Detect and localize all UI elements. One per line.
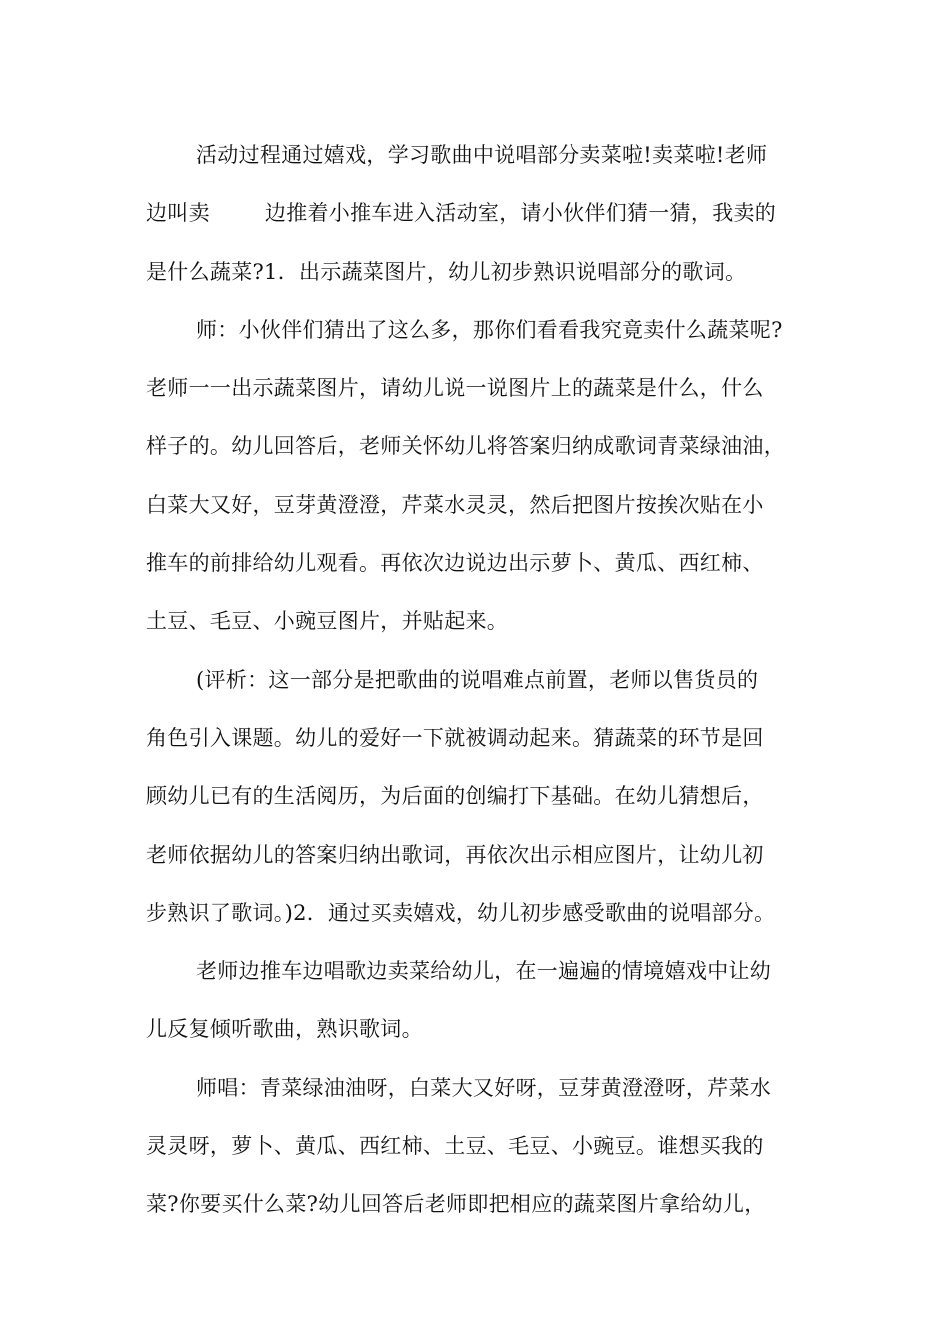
paragraph-line: 是什么蔬菜?1．出示蔬菜图片，幼儿初步熟识说唱部分的歌词。: [146, 259, 747, 284]
paragraph-line: 白菜大又好，豆芽黄澄澄，芹菜水灵灵，然后把图片按挨次贴在小: [146, 492, 764, 517]
body-text: [146, 126, 816, 1234]
line-segment: 边推着小推车进入活动室，请小伙伴们猜一猜，我卖的: [264, 201, 777, 226]
paragraph-line: 推车的前排给幼儿观看。再依次边说边出示萝卜、黄瓜、西红柿、: [146, 551, 764, 576]
paragraph-line: [146, 184, 816, 242]
paragraph-line: (评析：这一部分是把歌曲的说唱难点前置，老师以售货员的: [196, 667, 759, 692]
paragraph-line: 样子的。幼儿回答后，老师关怀幼儿将答案归纳成歌词青菜绿油油，: [146, 434, 785, 459]
paragraph-line: 老师边推车边唱歌边卖菜给幼儿，在一遍遍的情境嬉戏中让幼: [196, 959, 772, 984]
paragraph-line: 顾幼儿已有的生活阅历，为后面的创编打下基础。在幼儿猜想后，: [146, 784, 764, 809]
paragraph-line: 师：小伙伴们猜出了这么多，那你们看看我究竟卖什么蔬菜呢?: [196, 317, 783, 342]
paragraph-line: 活动过程通过嬉戏，学习歌曲中说唱部分卖菜啦!卖菜啦!老师: [196, 143, 768, 167]
paragraph-line: 老师依据幼儿的答案归纳出歌词，再依次出示相应图片，让幼儿初: [146, 842, 764, 867]
paragraph-line: 老师一一出示蔬菜图片，请幼儿说一说图片上的蔬菜是什么，什么: [146, 376, 764, 401]
line-segment: 边叫卖: [146, 201, 210, 226]
paragraph-line: 儿反复倾听歌曲，熟识歌词。: [146, 1017, 423, 1042]
paragraph-line: 师唱：青菜绿油油呀，白菜大又好呀，豆芽黄澄澄呀，芹菜水: [196, 1075, 772, 1100]
paragraph-line: 土豆、毛豆、小豌豆图片，并贴起来。: [146, 609, 509, 634]
paragraph-line: 步熟识了歌词。)2．通过买卖嬉戏，幼儿初步感受歌曲的说唱部分。: [146, 900, 776, 925]
paragraph-line: 灵灵呀，萝卜、黄瓜、西红柿、土豆、毛豆、小豌豆。谁想买我的: [146, 1134, 764, 1159]
paragraph-line: 角色引入课题。幼儿的爱好一下就被调动起来。猜蔬菜的环节是回: [146, 725, 764, 750]
paragraph-line: 菜?你要买什么菜?幼儿回答后老师即把相应的蔬菜图片拿给幼儿，: [146, 1192, 766, 1217]
